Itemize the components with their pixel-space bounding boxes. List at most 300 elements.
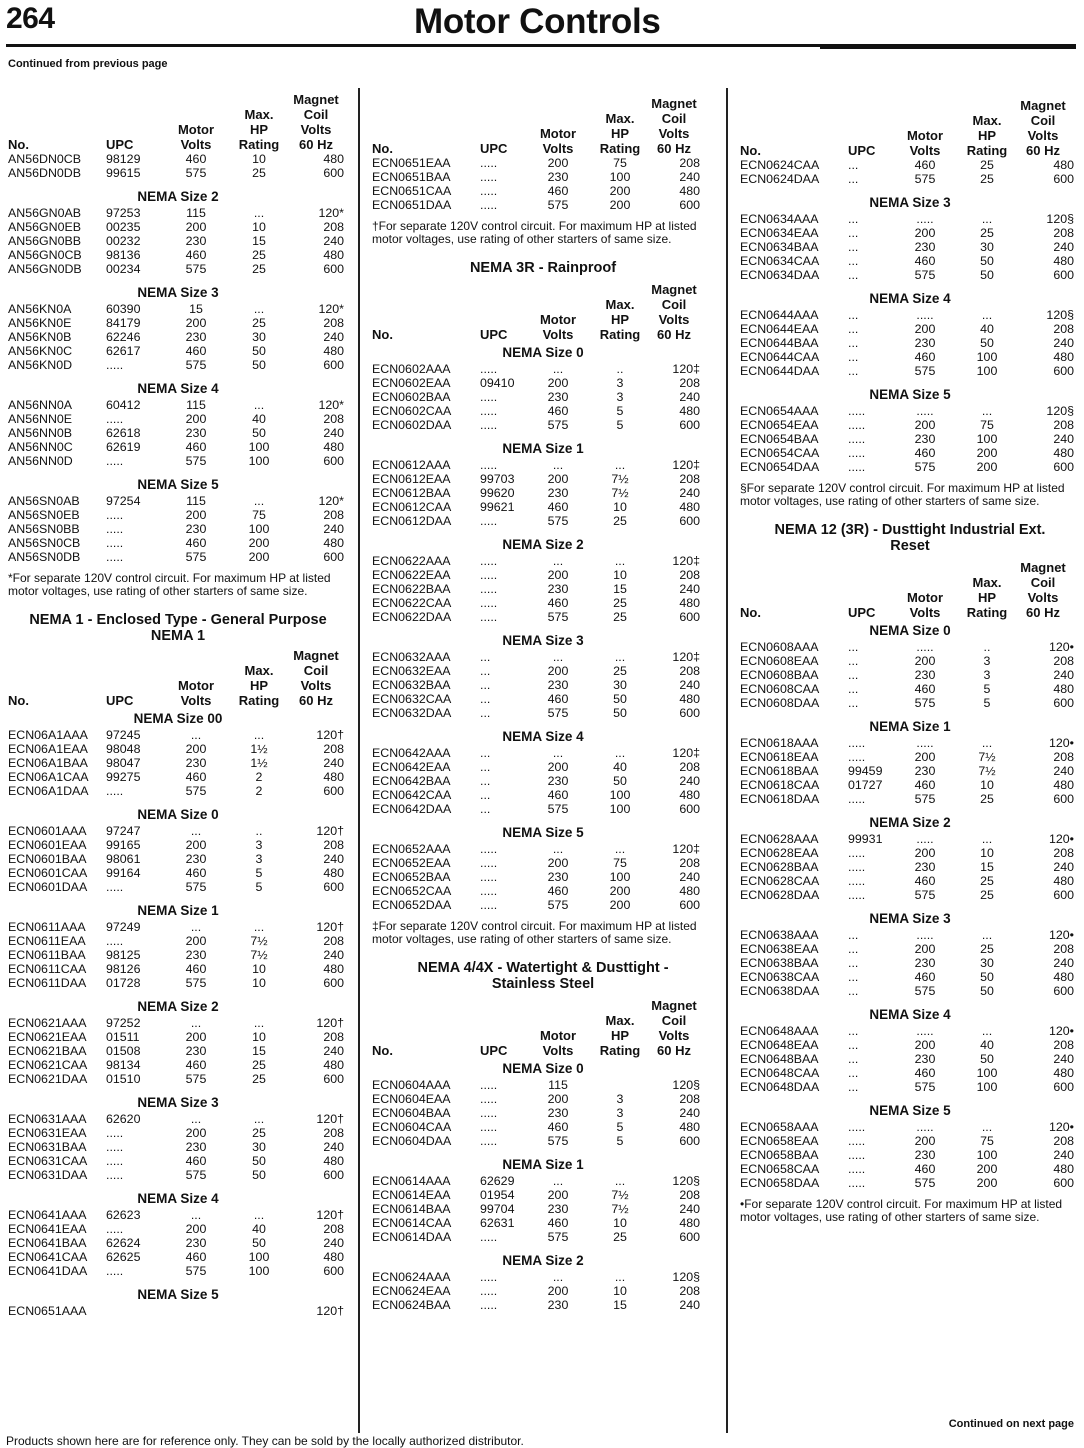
spacer (740, 186, 1080, 192)
col-header-hp: Max. HP Rating (238, 663, 280, 708)
max-hp-rating: 10 (613, 1216, 627, 1230)
upc-code: ..... (480, 1078, 498, 1092)
motor-volts: ..... (916, 404, 934, 418)
catalog-number: ECN0601AAA (8, 824, 87, 838)
catalog-number: ECN0632EAA (372, 664, 451, 678)
max-hp-rating: 2 (255, 784, 263, 798)
catalog-number: ECN0642AAA (372, 746, 451, 760)
max-hp-rating: 50 (252, 1236, 266, 1250)
magnet-coil-volts: 600 (323, 1168, 344, 1182)
table-row (8, 1112, 348, 1126)
max-hp-rating: 15 (613, 582, 627, 596)
magnet-coil-volts: 600 (323, 166, 344, 180)
motor-volts: 200 (914, 654, 936, 668)
catalog-column-2 (372, 94, 714, 1318)
magnet-coil-volts: 600 (1053, 984, 1074, 998)
motor-volts: 460 (185, 1154, 207, 1168)
catalog-number: ECN0642CAA (372, 788, 452, 802)
magnet-coil-volts: 240 (679, 870, 700, 884)
motor-volts: ..... (916, 928, 934, 942)
motor-volts: ..... (916, 212, 934, 226)
motor-volts: 460 (914, 446, 936, 460)
catalog-number: AN56NN0B (8, 426, 73, 440)
table-row (8, 1304, 348, 1318)
max-hp-rating: 7½ (611, 1202, 629, 1216)
col-header-hp: Max. HP Rating (238, 107, 280, 152)
catalog-number: ECN0652CAA (372, 884, 452, 898)
table-row (740, 736, 1080, 750)
magnet-coil-volts: 480 (323, 866, 344, 880)
motor-volts: 230 (185, 522, 207, 536)
catalog-number: ECN0624AAA (372, 1270, 451, 1284)
table-row (372, 706, 714, 720)
motor-volts: 200 (185, 220, 207, 234)
col-header-no: No. (740, 143, 761, 158)
max-hp-rating: 10 (252, 962, 266, 976)
max-hp-rating: 50 (252, 1168, 266, 1182)
motor-volts: 200 (547, 1188, 569, 1202)
upc-code: ..... (106, 934, 124, 948)
catalog-number: AN56DN0DB (8, 166, 81, 180)
catalog-number: ECN0648EAA (740, 1038, 819, 1052)
max-hp-rating: 200 (976, 446, 998, 460)
table-row (372, 746, 714, 760)
table-row (8, 522, 348, 536)
catalog-number: ECN0602EAA (372, 376, 451, 390)
magnet-coil-volts: 480 (323, 536, 344, 550)
column-divider (726, 88, 728, 1433)
magnet-coil-volts: 240 (323, 948, 344, 962)
max-hp-rating: 100 (248, 1264, 270, 1278)
footnote: §For separate 120V control circuit. For maximum HP at listed motor voltages, use rating of other starters of same size. (740, 481, 1065, 508)
col-header-volts: Motor Volts (539, 312, 577, 342)
magnet-coil-volts: 600 (1053, 888, 1074, 902)
table-row (740, 1148, 1080, 1162)
catalog-number: ECN0624EAA (372, 1284, 451, 1298)
table-row (372, 1134, 714, 1148)
catalog-number: ECN0641EAA (8, 1222, 87, 1236)
upc-code: ..... (480, 1284, 498, 1298)
section-heading: NEMA Size 5 (502, 825, 584, 840)
section-heading: NEMA Size 4 (137, 1191, 219, 1206)
motor-volts: 575 (185, 454, 207, 468)
motor-volts: 230 (185, 330, 207, 344)
catalog-number: ECN0651EAA (372, 156, 451, 170)
upc-code: 97247 (106, 824, 141, 838)
magnet-coil-volts: 240 (679, 486, 700, 500)
max-hp-rating: ... (253, 302, 265, 316)
catalog-number: ECN0641CAA (8, 1250, 88, 1264)
magnet-coil-volts: 208 (323, 1030, 344, 1044)
upc-code: ..... (106, 522, 124, 536)
catalog-number: ECN0658EAA (740, 1134, 819, 1148)
motor-volts: 230 (914, 668, 936, 682)
max-hp-rating: ... (614, 554, 626, 568)
page-title: Motor Controls (414, 2, 661, 41)
max-hp-rating: ... (981, 736, 993, 750)
motor-volts: 230 (914, 432, 936, 446)
table-row (372, 856, 714, 870)
catalog-number: ECN0638CAA (740, 970, 820, 984)
max-hp-rating: 25 (252, 316, 266, 330)
table-row (8, 220, 348, 234)
max-hp-rating: 10 (613, 500, 627, 514)
spacer (740, 902, 1080, 908)
max-hp-rating: 200 (609, 198, 631, 212)
max-hp-rating: 25 (980, 874, 994, 888)
magnet-coil-volts: 208 (323, 220, 344, 234)
max-hp-rating: 3 (983, 654, 991, 668)
magnet-coil-volts: 480 (1053, 682, 1074, 696)
max-hp-rating: 5 (255, 880, 263, 894)
max-hp-rating: 25 (980, 158, 994, 172)
motor-volts: 230 (547, 170, 569, 184)
max-hp-rating: 50 (980, 1052, 994, 1066)
col-header-upc: UPC (480, 1043, 508, 1058)
upc-code: ..... (480, 1134, 498, 1148)
table-row (8, 426, 348, 440)
table-row (8, 1016, 348, 1030)
catalog-number: ECN0601DAA (8, 880, 88, 894)
upc-code: 00235 (106, 220, 141, 234)
catalog-number: ECN0604BAA (372, 1106, 451, 1120)
footnote: *For separate 120V control circuit. For maximum HP at listed motor voltages, use rating of other starters of same size. (8, 571, 331, 598)
max-hp-rating: 30 (252, 1140, 266, 1154)
motor-volts: ... (190, 1016, 202, 1030)
upc-code: ... (848, 254, 859, 268)
motor-volts: 460 (547, 692, 569, 706)
magnet-coil-volts: 208 (323, 1126, 344, 1140)
spacer (372, 1244, 714, 1250)
table-row (740, 696, 1080, 710)
spacer (8, 1318, 348, 1324)
motor-volts: 575 (914, 1176, 936, 1190)
table-group-title-line: Stainless Steel (491, 976, 595, 992)
column-divider (358, 88, 360, 1433)
upc-code: 01727 (848, 778, 883, 792)
upc-code: ..... (480, 568, 498, 582)
magnet-coil-volts: 120‡ (672, 554, 700, 568)
magnet-coil-volts: 480 (679, 404, 700, 418)
max-hp-rating: 40 (252, 1222, 266, 1236)
magnet-coil-volts: 240 (323, 426, 344, 440)
table-row (740, 750, 1080, 764)
max-hp-rating: 3 (616, 1106, 624, 1120)
catalog-number: ECN0621EAA (8, 1030, 87, 1044)
table-row (740, 432, 1080, 446)
max-hp-rating: ... (981, 308, 993, 322)
table-row (740, 460, 1080, 474)
max-hp-rating: ... (614, 842, 626, 856)
max-hp-rating: ... (253, 728, 265, 742)
footnote: †For separate 120V control circuit. For maximum HP at listed motor voltages, use rating of other starters of same size. (372, 219, 697, 246)
catalog-number: ECN0651BAA (372, 170, 451, 184)
table-row (8, 494, 348, 508)
motor-volts: 460 (185, 440, 207, 454)
table-group-title-line: NEMA 3R - Rainproof (469, 260, 617, 276)
magnet-coil-volts: 240 (323, 522, 344, 536)
motor-volts: 575 (914, 268, 936, 282)
table-row (372, 1174, 714, 1188)
max-hp-rating: 10 (980, 778, 994, 792)
table-group-title-line: NEMA 1 - Enclosed Type - General Purpose (29, 612, 327, 628)
max-hp-rating: 5 (983, 696, 991, 710)
max-hp-rating: 25 (613, 596, 627, 610)
table-row (740, 1038, 1080, 1052)
motor-volts: 460 (185, 152, 207, 166)
motor-volts: 460 (547, 596, 569, 610)
table-row (740, 268, 1080, 282)
max-hp-rating: 50 (252, 358, 266, 372)
motor-volts: 230 (185, 948, 207, 962)
motor-volts: 200 (185, 838, 207, 852)
catalog-number: AN56KN0C (8, 344, 73, 358)
column-headers (372, 94, 714, 156)
max-hp-rating: 10 (252, 1030, 266, 1044)
magnet-coil-volts: 240 (1053, 240, 1074, 254)
upc-code: ..... (480, 898, 498, 912)
catalog-number: ECN0621BAA (8, 1044, 87, 1058)
catalog-number: ECN0632CAA (372, 692, 452, 706)
motor-volts: 575 (185, 976, 207, 990)
table-row (740, 364, 1080, 378)
table-row (740, 1134, 1080, 1148)
upc-code: 97245 (106, 728, 141, 742)
catalog-number: ECN0618AAA (740, 736, 819, 750)
magnet-coil-volts: 240 (1053, 860, 1074, 874)
max-hp-rating: 15 (613, 1298, 627, 1312)
spacer (8, 468, 348, 474)
table-row (8, 550, 348, 564)
upc-code: ... (848, 956, 859, 970)
table-row (372, 554, 714, 568)
table-row (372, 1120, 714, 1134)
table-row (8, 976, 348, 990)
upc-code: 09410 (480, 376, 515, 390)
magnet-coil-volts: 480 (323, 962, 344, 976)
section-heading: NEMA Size 3 (869, 911, 951, 926)
table-row (740, 1052, 1080, 1066)
section-heading: NEMA Size 5 (869, 387, 951, 402)
magnet-coil-volts: 240 (323, 1044, 344, 1058)
magnet-coil-volts: 120• (1048, 640, 1074, 654)
catalog-number: ECN0601EAA (8, 838, 87, 852)
section-heading: NEMA Size 0 (502, 1061, 584, 1076)
motor-volts: 460 (185, 962, 207, 976)
max-hp-rating: 2 (255, 770, 263, 784)
max-hp-rating: ... (253, 1208, 265, 1222)
spacer (740, 998, 1080, 1004)
upc-code: ..... (480, 1120, 498, 1134)
upc-code: ... (848, 350, 859, 364)
motor-volts: 460 (914, 778, 936, 792)
catalog-number: ECN0631BAA (8, 1140, 87, 1154)
motor-volts: 575 (914, 1080, 936, 1094)
table-row (8, 508, 348, 522)
catalog-number: ECN0638DAA (740, 984, 820, 998)
motor-volts: 460 (547, 404, 569, 418)
catalog-number: ECN0611BAA (8, 948, 86, 962)
catalog-number: ECN0602BAA (372, 390, 451, 404)
catalog-number: ECN0634BAA (740, 240, 819, 254)
upc-code: 62624 (106, 1236, 141, 1250)
upc-code: ..... (848, 446, 866, 460)
max-hp-rating: 100 (609, 788, 631, 802)
table-row (740, 874, 1080, 888)
table-row (740, 1066, 1080, 1080)
motor-volts: 200 (547, 568, 569, 582)
upc-code: ..... (480, 198, 498, 212)
magnet-coil-volts: 240 (323, 1140, 344, 1154)
max-hp-rating: 15 (252, 1044, 266, 1058)
section-heading: NEMA Size 0 (502, 345, 584, 360)
col-header-coil: Magnet Coil Volts 60 Hz (1020, 98, 1066, 158)
section-heading: NEMA Size 4 (502, 729, 584, 744)
magnet-coil-volts: 208 (1053, 418, 1074, 432)
max-hp-rating: 30 (980, 240, 994, 254)
max-hp-rating: 50 (980, 336, 994, 350)
table-row (8, 1154, 348, 1168)
upc-code: 01728 (106, 976, 141, 990)
table-row (372, 802, 714, 816)
upc-code: ..... (848, 860, 866, 874)
catalog-number: ECN0618EAA (740, 750, 819, 764)
catalog-number: ECN0658CAA (740, 1162, 820, 1176)
motor-volts: 230 (547, 1298, 569, 1312)
magnet-coil-volts: 240 (323, 330, 344, 344)
col-header-coil: Magnet Coil Volts 60 Hz (651, 96, 697, 156)
max-hp-rating: 5 (616, 418, 624, 432)
table-group-title-line: NEMA 4/4X - Watertight & Dusttight - (417, 960, 669, 976)
upc-code: ..... (480, 418, 498, 432)
upc-code: 62623 (106, 1208, 141, 1222)
table-row (740, 928, 1080, 942)
magnet-coil-volts: 208 (323, 1222, 344, 1236)
col-header-volts: Motor Volts (539, 1028, 577, 1058)
catalog-number: ECN0652DAA (372, 898, 452, 912)
upc-code: ... (848, 696, 859, 710)
catalog-number: AN56KN0B (8, 330, 72, 344)
motor-volts: ... (190, 920, 202, 934)
table-row (372, 898, 714, 912)
col-header-hp: Max. HP Rating (966, 575, 1008, 620)
max-hp-rating: 3 (616, 1092, 624, 1106)
spacer (372, 946, 714, 952)
motor-volts: 460 (185, 1250, 207, 1264)
upc-code: 84179 (106, 316, 141, 330)
motor-volts: ... (190, 1208, 202, 1222)
magnet-coil-volts: 480 (1053, 254, 1074, 268)
table-group-title-line: Reset (890, 538, 930, 554)
magnet-coil-volts: 240 (679, 582, 700, 596)
magnet-coil-volts: 480 (323, 152, 344, 166)
catalog-number: ECN0642DAA (372, 802, 452, 816)
catalog-number: ECN0644DAA (740, 364, 820, 378)
table-row (372, 170, 714, 184)
catalog-number: ECN0648CAA (740, 1066, 820, 1080)
max-hp-rating: 7½ (250, 934, 268, 948)
table-row (8, 206, 348, 220)
col-header-upc: UPC (480, 141, 508, 156)
upc-code: ... (480, 746, 491, 760)
catalog-number: ECN0602DAA (372, 418, 452, 432)
upc-code: 98136 (106, 248, 141, 262)
upc-code: ..... (106, 536, 124, 550)
catalog-number: ECN0638EAA (740, 942, 819, 956)
catalog-number: AN56DN0CB (8, 152, 81, 166)
upc-code: ... (848, 322, 859, 336)
catalog-number: ECN0608EAA (740, 654, 819, 668)
catalog-number: ECN0611DAA (8, 976, 87, 990)
motor-volts: 200 (914, 846, 936, 860)
upc-code: ..... (106, 1168, 124, 1182)
catalog-number: AN56KN0E (8, 316, 72, 330)
spacer (372, 720, 714, 726)
catalog-number: ECN0628DAA (740, 888, 820, 902)
motor-volts: 230 (547, 390, 569, 404)
upc-code: 00232 (106, 234, 141, 248)
table-row (372, 198, 714, 212)
magnet-coil-volts: 208 (323, 412, 344, 426)
max-hp-rating: 5 (616, 1120, 624, 1134)
catalog-number: ECN0608BAA (740, 668, 819, 682)
magnet-coil-volts: 240 (1053, 764, 1074, 778)
motor-volts: 230 (914, 1148, 936, 1162)
table-row (740, 446, 1080, 460)
upc-code: ..... (480, 596, 498, 610)
table-row (8, 262, 348, 276)
catalog-number: ECN06A1DAA (8, 784, 89, 798)
max-hp-rating: 1½ (250, 756, 268, 770)
section-heading: NEMA Size 4 (869, 1007, 951, 1022)
upc-code: ..... (480, 842, 498, 856)
col-header-upc: UPC (848, 143, 876, 158)
motor-volts: 575 (547, 418, 569, 432)
max-hp-rating: 50 (613, 774, 627, 788)
catalog-number: ECN06A1EAA (8, 742, 88, 756)
catalog-number: ECN0618BAA (740, 764, 819, 778)
catalog-number: ECN0648DAA (740, 1080, 820, 1094)
max-hp-rating: 50 (252, 426, 266, 440)
section-heading: NEMA Size 3 (137, 1095, 219, 1110)
section-heading: NEMA Size 3 (869, 195, 951, 210)
upc-code: 97253 (106, 206, 141, 220)
catalog-number: ECN0614BAA (372, 1202, 451, 1216)
catalog-number: ECN0628CAA (740, 874, 820, 888)
max-hp-rating: 75 (252, 508, 266, 522)
table-row (740, 888, 1080, 902)
magnet-coil-volts: 480 (1053, 446, 1074, 460)
upc-code: 62625 (106, 1250, 141, 1264)
max-hp-rating: ... (253, 920, 265, 934)
table-row (8, 1044, 348, 1058)
section-heading: NEMA Size 0 (137, 807, 219, 822)
table-row (8, 302, 348, 316)
upc-code: ... (848, 640, 859, 654)
upc-code: 99931 (848, 832, 883, 846)
spacer (372, 912, 714, 918)
motor-volts: 200 (185, 1126, 207, 1140)
motor-volts: 460 (914, 1162, 936, 1176)
magnet-coil-volts: 480 (323, 1058, 344, 1072)
table-row (372, 1216, 714, 1230)
motor-volts: ..... (916, 640, 934, 654)
footnote: •For separate 120V control circuit. For maximum HP at listed motor voltages, use rating of other starters of same size. (740, 1197, 1063, 1224)
magnet-coil-volts: 120§ (1046, 404, 1074, 418)
motor-volts: 230 (547, 486, 569, 500)
catalog-number: ECN0614DAA (372, 1230, 452, 1244)
magnet-coil-volts: 600 (323, 784, 344, 798)
